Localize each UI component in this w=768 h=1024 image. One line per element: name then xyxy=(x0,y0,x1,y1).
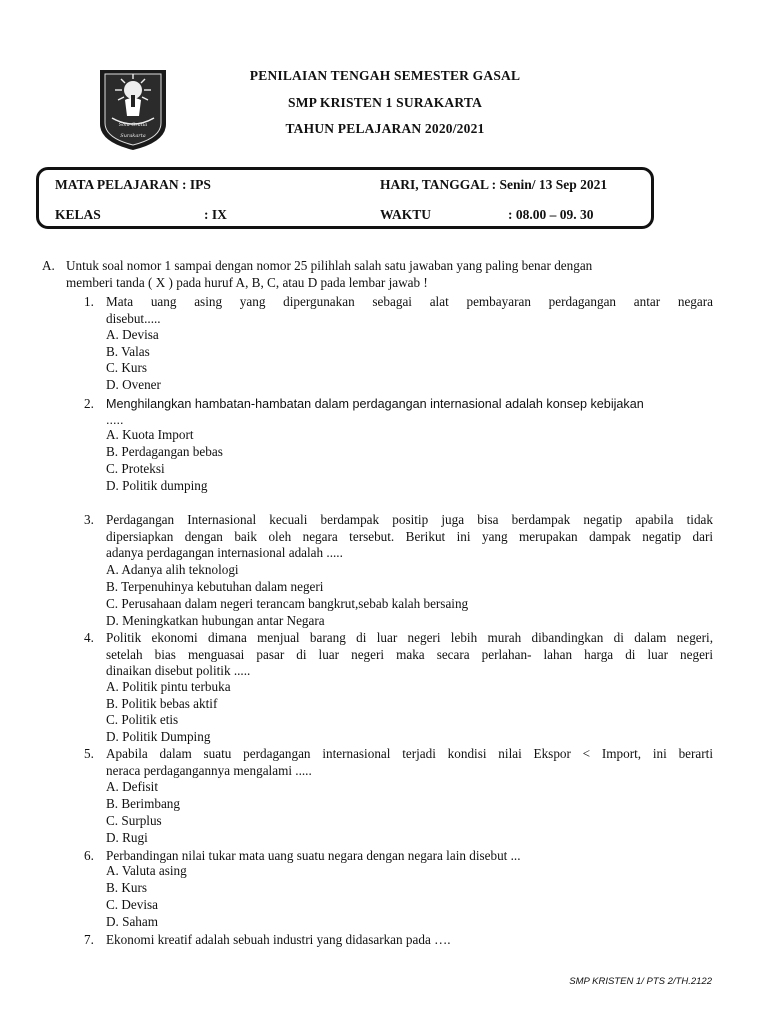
question-line: neraca perdagangannya mengalami ..... xyxy=(106,762,312,778)
question-line: dipersiapkan dengan baik oleh negara tersebut. Berikut ini yang merupakan dampak negatip dari xyxy=(106,528,713,544)
school-name: SMP KRISTEN 1 SURAKARTA xyxy=(287,95,483,110)
page-footer: SMP KRISTEN 1/ PTS 2/TH.2122 xyxy=(569,976,712,987)
question-text xyxy=(106,512,713,561)
question-number: 3. xyxy=(84,512,94,527)
question-line: disebut..... xyxy=(106,310,161,326)
question-line: adanya perdagangan internasional adalah ..... xyxy=(106,545,343,560)
question-number: 1. xyxy=(84,294,94,309)
answer-option: B. Terpenuhinya kebutuhan dalam negeri xyxy=(106,579,324,594)
answer-option: A. Politik pintu terbuka xyxy=(106,679,231,694)
school-crest-icon xyxy=(96,68,170,152)
answer-option: C. Politik etis xyxy=(106,712,179,727)
answer-option: A. Adanya alih teknologi xyxy=(106,562,239,577)
question-text xyxy=(106,746,713,779)
exam-title: PENILAIAN TENGAH SEMESTER GASAL xyxy=(249,68,521,83)
answer-option: D. Rugi xyxy=(106,830,148,845)
class-label: KELAS xyxy=(55,207,101,222)
answer-option: A. Kuota Import xyxy=(106,427,194,442)
answer-option: D. Saham xyxy=(106,914,159,929)
question-number: 2. xyxy=(84,396,94,411)
question-line: ..... xyxy=(106,413,124,427)
answer-option: B. Berimbang xyxy=(106,796,180,811)
question-line: Perdagangan Internasional kecuali berdampak positip juga bisa berdampak negatip apabila tidak xyxy=(106,512,713,527)
answer-option: C. Proteksi xyxy=(106,461,165,476)
svg-text:Sola Gratia: Sola Gratia xyxy=(118,122,148,128)
answer-option: A. Devisa xyxy=(106,327,159,342)
date-label: HARI, TANGGAL : Senin/ 13 Sep 2021 xyxy=(380,177,608,192)
svg-text:Surakarta: Surakarta xyxy=(120,133,146,139)
time-value: : 08.00 – 09. 30 xyxy=(508,207,594,222)
answer-option: C. Surplus xyxy=(106,813,162,828)
question-line: dinaikan disebut politik ..... xyxy=(106,663,251,678)
school-logo xyxy=(96,68,170,152)
section-instruction-1: Untuk soal nomor 1 sampai dengan nomor 25 pilihlah salah satu jawaban yang paling benar dengan xyxy=(66,258,593,273)
question-line: Apabila dalam suatu perdagangan internasional terjadi kondisi nilai Ekspor < Import, ini berarti xyxy=(106,746,713,761)
academic-year: TAHUN PELAJARAN 2020/2021 xyxy=(285,121,485,136)
answer-option: B. Politik bebas aktif xyxy=(106,696,218,711)
answer-option: C. Kurs xyxy=(106,360,148,375)
answer-option: D. Politik Dumping xyxy=(106,729,211,744)
question-number: 6. xyxy=(84,848,94,863)
answer-option: B. Kurs xyxy=(106,880,148,895)
question-line: Mata uang asing yang dipergunakan sebagai alat pembayaran perdagangan antar negara xyxy=(106,294,713,309)
answer-option: A. Defisit xyxy=(106,779,159,794)
class-value: : IX xyxy=(204,207,227,222)
answer-option: D. Politik dumping xyxy=(106,478,208,493)
question-line: Perbandingan nilai tukar mata uang suatu negara dengan negara lain disebut ... xyxy=(106,848,521,863)
section-marker: A. xyxy=(42,258,55,273)
answer-option: C. Devisa xyxy=(106,897,159,912)
answer-option: B. Valas xyxy=(106,344,150,359)
question-number: 7. xyxy=(84,932,94,947)
answer-option: D. Ovener xyxy=(106,377,161,392)
question-text xyxy=(106,294,713,327)
answer-option: C. Perusahaan dalam negeri terancam bangkrut,sebab kalah bersaing xyxy=(106,596,469,611)
question-line: Ekonomi kreatif adalah sebuah industri yang didasarkan pada …. xyxy=(106,932,451,947)
answer-option: A. Valuta asing xyxy=(106,863,187,878)
section-instruction-2: memberi tanda ( X ) pada huruf A, B, C, atau D pada lembar jawab ! xyxy=(66,275,428,290)
answer-option: B. Perdagangan bebas xyxy=(106,444,223,459)
answer-option: D. Meningkatkan hubungan antar Negara xyxy=(106,613,325,628)
question-line: Menghilangkan hambatan-hambatan dalam perdagangan internasional adalah konsep kebijakan xyxy=(106,397,644,411)
question-number: 5. xyxy=(84,746,94,761)
question-line: setelah bias menguasai pasar di luar negeri maka secara perlahan- lahan harga di luar negeri xyxy=(106,646,713,662)
subject-label: MATA PELAJARAN : IPS xyxy=(55,177,211,192)
question-line: Politik ekonomi dimana menjual barang di luar negeri lebih murah dibandingkan di dalam negeri, xyxy=(106,630,713,645)
question-number: 4. xyxy=(84,630,94,645)
time-label: WAKTU xyxy=(380,207,432,222)
question-text xyxy=(106,630,713,679)
